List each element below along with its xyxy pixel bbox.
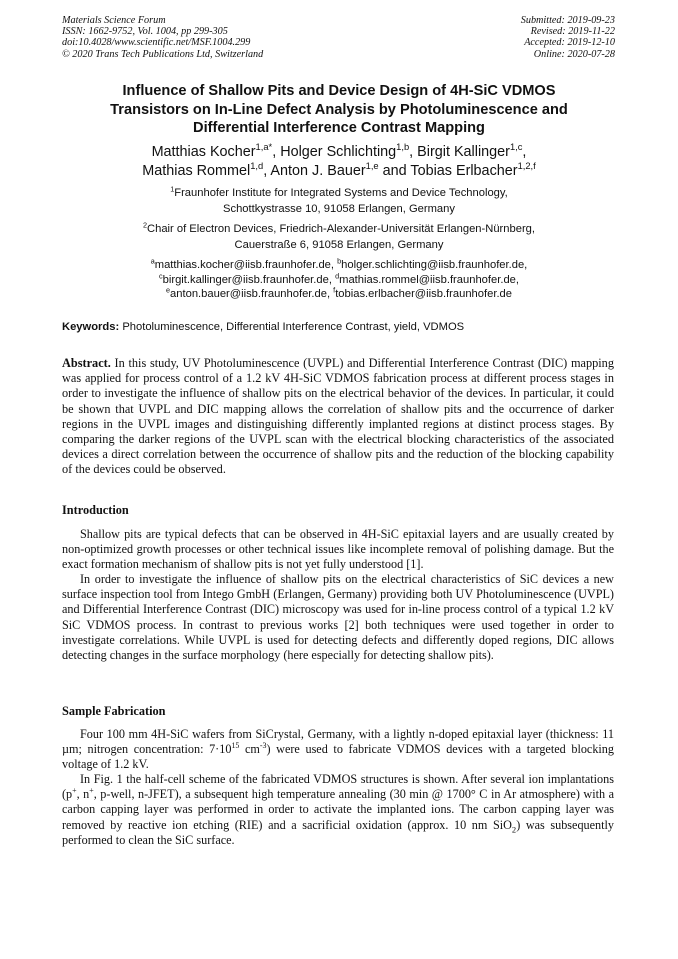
abstract bbox=[62, 356, 614, 478]
author-separator: and bbox=[378, 162, 411, 179]
author-affil-marker: 1,2,f bbox=[517, 160, 536, 171]
online-date: Online: 2020-07-28 bbox=[533, 48, 615, 60]
author-separator: , bbox=[263, 162, 271, 179]
affil-text: Cauerstraße 6, 91058 Erlangen, Germany bbox=[234, 238, 444, 251]
superscript: -3 bbox=[259, 741, 267, 751]
email-list bbox=[62, 258, 616, 302]
affiliation-2 bbox=[62, 222, 616, 253]
affil-number: 1 bbox=[170, 184, 175, 194]
paragraph bbox=[62, 772, 614, 847]
email-key: d bbox=[335, 270, 340, 280]
author-affil-marker: 1,c bbox=[509, 142, 523, 153]
author-list bbox=[62, 143, 616, 180]
affil-text: Schottkystrasse 10, 91058 Erlangen, Germany bbox=[223, 202, 455, 215]
author-name: Tobias Erlbacher bbox=[410, 162, 518, 179]
keywords bbox=[62, 321, 616, 333]
email-link[interactable]: tobias.erlbacher@iisb.fraunhofer.de bbox=[335, 288, 512, 300]
doi[interactable]: doi:10.4028/www.scientific.net/MSF.1004.299 bbox=[62, 37, 251, 49]
email-key: e bbox=[166, 285, 171, 295]
paragraph: Shallow pits are typical defects that can be observed in 4H-SiC epitaxial layers and are usually created by non-optimized growth processes or other technical issues like incomplete removal of polishing damage. But the exact formation mechanism of shallow pits is not yet fully understood [1]. bbox=[62, 527, 614, 572]
affil-number: 2 bbox=[142, 220, 148, 230]
dates-header bbox=[521, 15, 615, 60]
journal-header bbox=[62, 15, 263, 60]
revised-date: Revised: 2019-11-22 bbox=[530, 26, 615, 38]
author-line bbox=[62, 162, 616, 181]
email-link[interactable]: mathias.rommel@iisb.fraunhofer.de, bbox=[339, 273, 519, 286]
keywords-text: Photoluminescence, Differential Interference Contrast, yield, VDMOS bbox=[122, 321, 465, 333]
title-line: Influence of Shallow Pits and Device Design of 4H-SiC VDMOS bbox=[122, 83, 556, 99]
text-run: , p-well, n-JFET), a subsequent high temperature annealing (30 min @ 1700° C in Ar atmosphere) with a carbon capping layer was performed in order to activate the implanted ions. The carbon capping layer was removed by reactive ion etching (RIE) and a sacrificial oxidation (approx. 10 nm SiO bbox=[62, 787, 614, 832]
affiliation-1 bbox=[62, 186, 616, 217]
author-affil-marker: 1,e bbox=[365, 160, 379, 171]
copyright: © 2020 Trans Tech Publications Ltd, Switzerland bbox=[62, 48, 264, 60]
superscript: 15 bbox=[231, 741, 240, 751]
email-key: c bbox=[159, 270, 163, 280]
title-line: Transistors on In-Line Defect Analysis by Photoluminescence and bbox=[110, 101, 568, 118]
text-run: , n bbox=[76, 787, 90, 802]
sample-fabrication-heading: Sample Fabrication bbox=[62, 704, 166, 718]
issn: ISSN: 1662-9752, Vol. 1004, pp 299-305 bbox=[62, 26, 228, 38]
author-separator: , bbox=[409, 144, 418, 160]
text-run: cm bbox=[239, 742, 260, 757]
introduction-body bbox=[62, 527, 614, 663]
superscript: + bbox=[89, 786, 94, 796]
text-run: ) was subsequently performed to clean the SiC surface. bbox=[62, 817, 615, 847]
author-name: Mathias Rommel bbox=[142, 162, 251, 179]
submitted-date: Submitted: 2019-09-23 bbox=[520, 15, 615, 26]
introduction-heading: Introduction bbox=[62, 503, 129, 517]
superscript: + bbox=[72, 786, 77, 796]
author-affil-marker: 1,a* bbox=[255, 142, 273, 153]
abstract-label: Abstract. bbox=[62, 356, 111, 370]
affil-text: Chair of Electron Devices, Friedrich-Alexander-Universität Erlangen-Nürnberg, bbox=[147, 223, 536, 235]
paragraph bbox=[62, 727, 614, 772]
author-name: Anton J. Bauer bbox=[270, 162, 366, 179]
email-key: f bbox=[333, 285, 336, 295]
accepted-date: Accepted: 2019-12-10 bbox=[524, 37, 615, 49]
author-affil-marker: 1,d bbox=[250, 160, 264, 171]
email-link[interactable]: anton.bauer@iisb.fraunhofer.de, bbox=[170, 288, 331, 300]
paper-title bbox=[62, 82, 616, 138]
email-link[interactable]: matthias.kocher@iisb.fraunhofer.de, bbox=[154, 259, 335, 271]
journal-name: Materials Science Forum bbox=[62, 15, 166, 26]
email-link[interactable]: holger.schlichting@iisb.fraunhofer.de, bbox=[341, 259, 528, 271]
subscript: 2 bbox=[511, 824, 517, 834]
author-name: Matthias Kocher bbox=[151, 144, 256, 160]
author-name: Birgit Kallinger bbox=[417, 144, 510, 160]
email-key: b bbox=[337, 256, 342, 266]
sample-fabrication-body bbox=[62, 727, 614, 848]
author-separator: , bbox=[272, 144, 281, 160]
author-affil-marker: 1,b bbox=[396, 142, 410, 153]
author-separator: , bbox=[522, 144, 527, 160]
author-name: Holger Schlichting bbox=[280, 144, 397, 160]
email-key: a bbox=[150, 256, 155, 266]
keywords-label: Keywords: bbox=[62, 321, 120, 333]
abstract-text: In this study, UV Photoluminescence (UVPL) and Differential Interference Contrast (DIC) mapping was applied for process control of a 1.2 kV 4H-SiC VDMOS fabrication process at different process stages in order to investigate the influence of shallow pits on the electrical behavior of the devices. In particular, it could be shown that UVPL and DIC mapping allows the correlation of shallow pits and the occurrence of darker regions in the UVPL images and distinguishing differently implanted regions at distinct process stages. By comparing the darker regions of the UVPL scan with the electrical blocking characteristics of the associated devices a direct correlation between the occurrence of shallow pits and the reduction of the blocking capability of the devices could be observed. bbox=[62, 356, 614, 477]
text-run: ) were used to fabricate VDMOS devices with a targeted blocking voltage of 1.2 kV. bbox=[62, 742, 614, 772]
author-line bbox=[62, 143, 616, 162]
text-run: In Fig. 1 the half-cell scheme of the fabricated VDMOS structures is shown. After several ion implantations (p bbox=[62, 772, 614, 802]
email-link[interactable]: birgit.kallinger@iisb.fraunhofer.de, bbox=[162, 273, 332, 286]
text-run: Four 100 mm 4H-SiC wafers from SiCrystal, Germany, with a lightly n-doped epitaxial layer (thickness: 11 µm; nitrogen concentration: 7·10 bbox=[62, 727, 614, 757]
title-line: Differential Interference Contrast Mapping bbox=[193, 120, 485, 136]
affil-text: Fraunhofer Institute for Integrated Systems and Device Technology, bbox=[174, 187, 508, 199]
paragraph: In order to investigate the influence of shallow pits on the electrical characteristics of SiC devices a new surface inspection tool from Intego GmbH (Erlangen, Germany) providing both UV Photoluminescence (UVPL) and Differential Interference Contrast (DIC) microscopy was used for in-line process control of a typical 1.2 kV SiC VDMOS process. In contrast to previous works [2] both techniques were used together in order to investigate correlations. While UVPL is used for detecting defects and differently doped regions, DIC allows detecting changes in the surface morphology (here especially for detecting shallow pits). bbox=[62, 572, 614, 662]
